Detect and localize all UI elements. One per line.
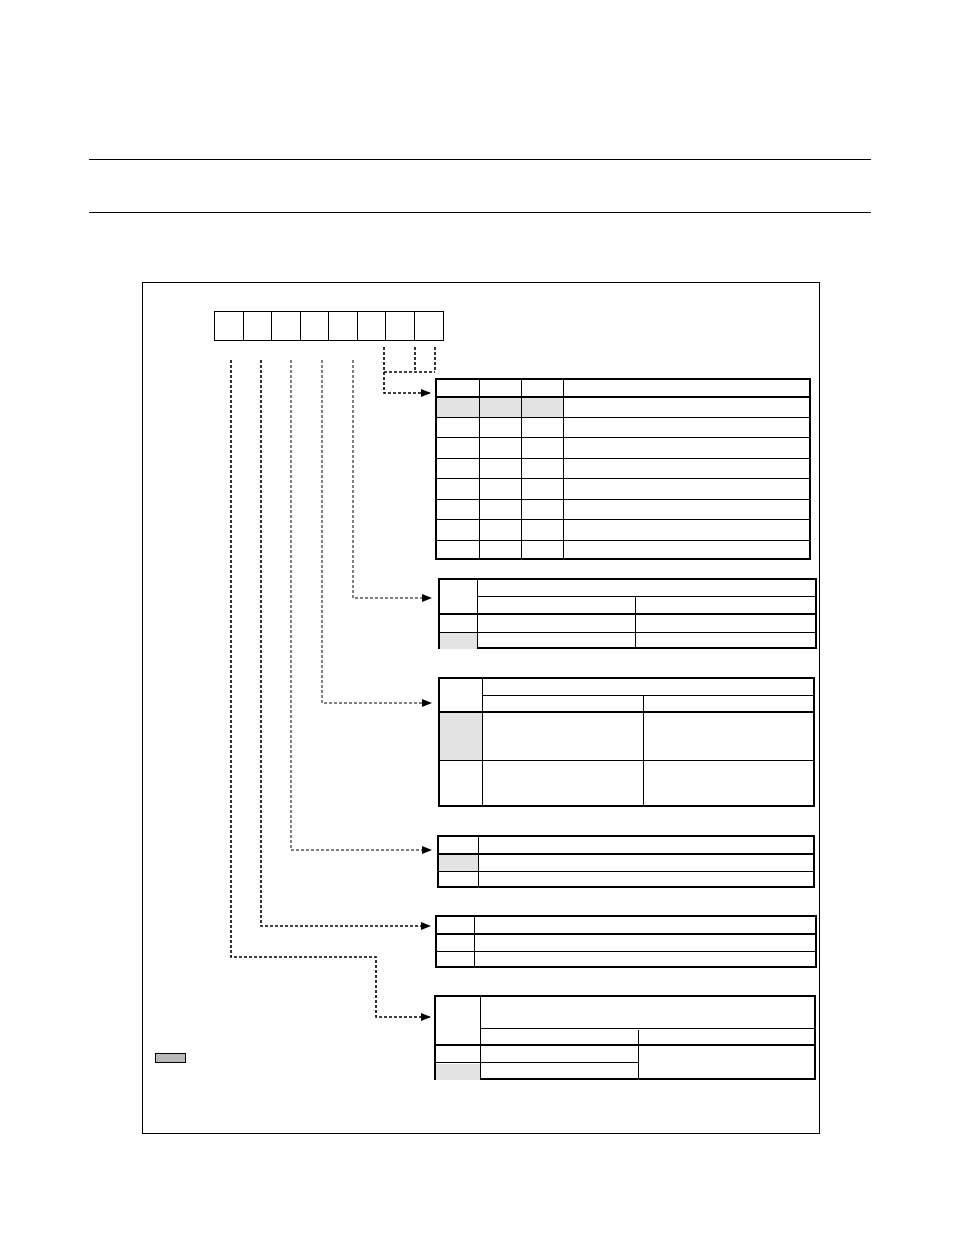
row-divider [440,760,813,761]
row-divider [437,951,815,952]
header-divider [439,853,813,855]
row-divider [439,871,813,872]
header-divider [440,613,815,615]
row-divider [437,499,809,500]
header-divider [480,1028,816,1029]
row-divider [437,417,809,418]
column-divider [635,597,636,649]
header-divider [482,695,815,696]
column-divider [478,837,479,886]
table-cell-default [440,713,482,760]
column-divider [638,1030,639,1080]
column-divider [563,380,564,558]
connector-bit-3 [353,360,431,598]
header-divider [437,933,815,935]
connector-bit-4 [322,360,431,703]
field-table-bit-4 [438,677,815,807]
field-table-bit-6 [435,915,817,968]
connector-bit-7 [231,360,430,1017]
column-divider [479,380,480,558]
table-cell-default [440,633,477,649]
header-divider [477,596,817,597]
default-value-legend-swatch [155,1053,186,1063]
header-divider [436,1044,814,1046]
column-divider [482,679,483,805]
row-divider [436,1062,639,1063]
row-divider [437,540,809,541]
row-divider [437,437,809,438]
row-divider [440,632,815,633]
column-divider [480,997,481,1078]
connector-bits-2-0 [384,347,435,393]
table-cell-default [436,1064,480,1080]
table-cell-default [437,397,563,417]
connector-bit-6 [261,360,430,926]
column-divider [474,917,475,966]
header-divider [437,396,809,398]
row-divider [437,458,809,459]
header-divider [440,711,813,713]
field-table-bits-2-0 [435,378,811,560]
table-cell-default [439,855,478,871]
field-table-bit-3 [438,578,817,649]
field-table-bit-5 [437,835,815,888]
row-divider [437,519,809,520]
connector-bit-5 [291,360,431,850]
field-table-bit-7 [434,995,816,1080]
row-divider [437,478,809,479]
column-divider [521,380,522,558]
